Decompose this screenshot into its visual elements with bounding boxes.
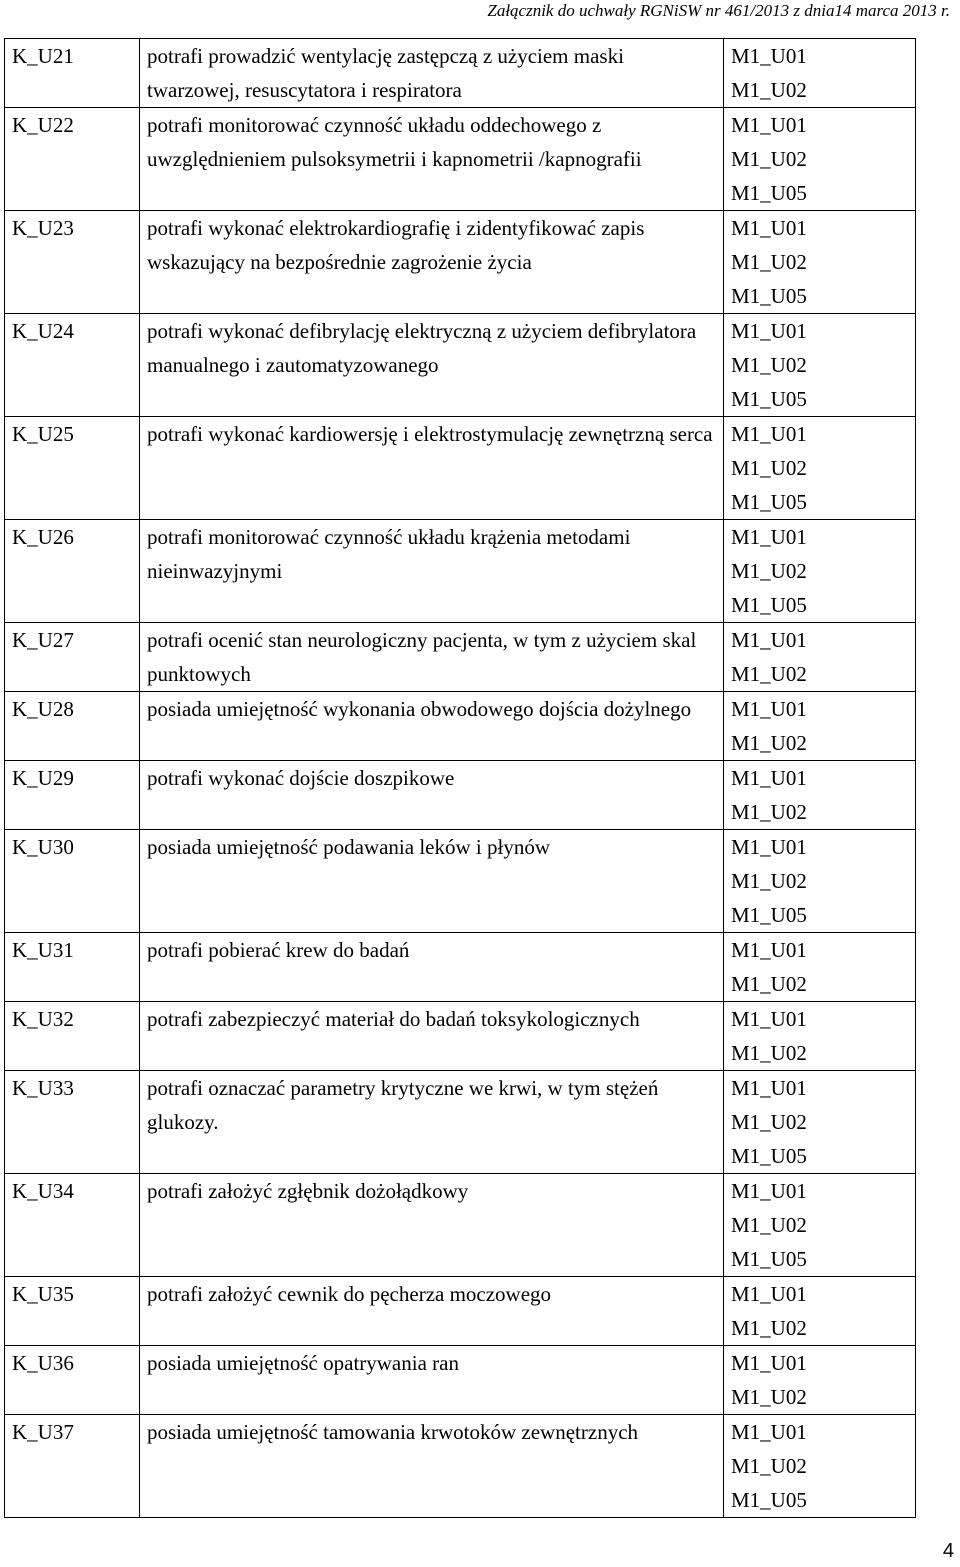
table-row xyxy=(5,108,916,211)
module-reference: M1_U01 xyxy=(731,835,807,859)
module-reference: M1_U01 xyxy=(731,766,807,790)
table-row xyxy=(5,520,916,623)
module-reference: M1_U02 xyxy=(731,1385,807,1409)
module-reference: M1_U02 xyxy=(731,1213,807,1237)
outcome-description: potrafi założyć zgłębnik dożołądkowy xyxy=(140,1174,724,1277)
module-reference: M1_U05 xyxy=(731,490,807,514)
module-reference: M1_U02 xyxy=(731,353,807,377)
module-reference: M1_U02 xyxy=(731,800,807,824)
module-references xyxy=(724,623,916,692)
module-references xyxy=(724,1415,916,1518)
module-references xyxy=(724,1174,916,1277)
outcome-description: potrafi założyć cewnik do pęcherza moczowego xyxy=(140,1277,724,1346)
outcome-description: posiada umiejętność opatrywania ran xyxy=(140,1346,724,1415)
outcome-description: potrafi wykonać defibrylację elektryczną z użyciem defibrylatora manualnego i zautomatyzowanego xyxy=(140,314,724,417)
outcome-description: potrafi oznaczać parametry krytyczne we krwi, w tym stężeń glukozy. xyxy=(140,1071,724,1174)
table-row xyxy=(5,1415,916,1518)
table-row xyxy=(5,211,916,314)
module-reference: M1_U01 xyxy=(731,938,807,962)
outcome-code: K_U35 xyxy=(5,1277,140,1346)
page-number: 4 xyxy=(942,1540,954,1562)
table-row xyxy=(5,1071,916,1174)
module-references xyxy=(724,211,916,314)
outcome-code: K_U33 xyxy=(5,1071,140,1174)
module-reference: M1_U05 xyxy=(731,181,807,205)
outcome-description: potrafi monitorować czynność układu oddechowego z uwzględnieniem pulsoksymetrii i kapnometrii /kapnografii xyxy=(140,108,724,211)
table-row xyxy=(5,1002,916,1071)
module-references xyxy=(724,520,916,623)
table-row xyxy=(5,417,916,520)
module-reference: M1_U02 xyxy=(731,1041,807,1065)
table-row xyxy=(5,761,916,830)
table-row xyxy=(5,830,916,933)
outcome-code: K_U25 xyxy=(5,417,140,520)
module-reference: M1_U05 xyxy=(731,903,807,927)
outcome-code: K_U31 xyxy=(5,933,140,1002)
outcome-code: K_U24 xyxy=(5,314,140,417)
table-row xyxy=(5,623,916,692)
table-row xyxy=(5,39,916,108)
module-reference: M1_U02 xyxy=(731,731,807,755)
module-reference: M1_U01 xyxy=(731,216,807,240)
module-reference: M1_U01 xyxy=(731,1007,807,1031)
module-reference: M1_U05 xyxy=(731,284,807,308)
module-references xyxy=(724,1346,916,1415)
module-reference: M1_U01 xyxy=(731,1076,807,1100)
table-row xyxy=(5,1174,916,1277)
module-reference: M1_U01 xyxy=(731,113,807,137)
module-references xyxy=(724,314,916,417)
outcome-code: K_U26 xyxy=(5,520,140,623)
module-reference: M1_U02 xyxy=(731,456,807,480)
document-header: Załącznik do uchwały RGNiSW nr 461/2013 z dnia14 marca 2013 r. xyxy=(487,1,950,20)
table-row xyxy=(5,314,916,417)
outcome-description: posiada umiejętność podawania leków i płynów xyxy=(140,830,724,933)
outcome-code: K_U37 xyxy=(5,1415,140,1518)
module-reference: M1_U02 xyxy=(731,1110,807,1134)
module-reference: M1_U01 xyxy=(731,1420,807,1444)
module-reference: M1_U05 xyxy=(731,387,807,411)
module-reference: M1_U02 xyxy=(731,78,807,102)
table-row xyxy=(5,692,916,761)
module-reference: M1_U01 xyxy=(731,44,807,68)
outcome-description: potrafi monitorować czynność układu krążenia metodami nieinwazyjnymi xyxy=(140,520,724,623)
module-references xyxy=(724,1071,916,1174)
outcome-code: K_U28 xyxy=(5,692,140,761)
outcome-code: K_U22 xyxy=(5,108,140,211)
outcome-description: potrafi pobierać krew do badań xyxy=(140,933,724,1002)
outcome-description: posiada umiejętność wykonania obwodowego dojścia dożylnego xyxy=(140,692,724,761)
module-references xyxy=(724,933,916,1002)
module-references xyxy=(724,761,916,830)
module-reference: M1_U05 xyxy=(731,593,807,617)
module-reference: M1_U05 xyxy=(731,1488,807,1512)
module-reference: M1_U02 xyxy=(731,1316,807,1340)
module-reference: M1_U01 xyxy=(731,525,807,549)
module-reference: M1_U02 xyxy=(731,869,807,893)
outcome-description: potrafi wykonać kardiowersję i elektrostymulację zewnętrzną serca xyxy=(140,417,724,520)
table-row xyxy=(5,1277,916,1346)
outcome-description: potrafi ocenić stan neurologiczny pacjenta, w tym z użyciem skal punktowych xyxy=(140,623,724,692)
module-reference: M1_U01 xyxy=(731,697,807,721)
outcome-code: K_U34 xyxy=(5,1174,140,1277)
outcome-description: potrafi prowadzić wentylację zastępczą z użyciem maski twarzowej, resuscytatora i respiratora xyxy=(140,39,724,108)
table-row xyxy=(5,933,916,1002)
module-reference: M1_U02 xyxy=(731,147,807,171)
module-reference: M1_U01 xyxy=(731,628,807,652)
module-references xyxy=(724,39,916,108)
outcome-code: K_U30 xyxy=(5,830,140,933)
module-references xyxy=(724,108,916,211)
table-body xyxy=(5,39,916,1518)
outcome-code: K_U29 xyxy=(5,761,140,830)
module-references xyxy=(724,1002,916,1071)
module-reference: M1_U05 xyxy=(731,1247,807,1271)
outcome-code: K_U36 xyxy=(5,1346,140,1415)
outcome-code: K_U27 xyxy=(5,623,140,692)
learning-outcomes-table xyxy=(4,38,916,1518)
module-reference: M1_U01 xyxy=(731,1282,807,1306)
module-references xyxy=(724,692,916,761)
outcome-description: posiada umiejętność tamowania krwotoków zewnętrznych xyxy=(140,1415,724,1518)
outcome-description: potrafi zabezpieczyć materiał do badań toksykologicznych xyxy=(140,1002,724,1071)
module-reference: M1_U01 xyxy=(731,319,807,343)
module-reference: M1_U01 xyxy=(731,1179,807,1203)
module-references xyxy=(724,417,916,520)
module-reference: M1_U02 xyxy=(731,559,807,583)
module-reference: M1_U02 xyxy=(731,972,807,996)
module-reference: M1_U01 xyxy=(731,1351,807,1375)
module-references xyxy=(724,830,916,933)
outcome-code: K_U23 xyxy=(5,211,140,314)
module-reference: M1_U01 xyxy=(731,422,807,446)
module-reference: M1_U02 xyxy=(731,250,807,274)
outcome-description: potrafi wykonać elektrokardiografię i zidentyfikować zapis wskazujący na bezpośrednie zagrożenie życia xyxy=(140,211,724,314)
table-row xyxy=(5,1346,916,1415)
module-references xyxy=(724,1277,916,1346)
module-reference: M1_U05 xyxy=(731,1144,807,1168)
module-reference: M1_U02 xyxy=(731,662,807,686)
outcome-code: K_U21 xyxy=(5,39,140,108)
outcome-description: potrafi wykonać dojście doszpikowe xyxy=(140,761,724,830)
outcome-code: K_U32 xyxy=(5,1002,140,1071)
module-reference: M1_U02 xyxy=(731,1454,807,1478)
